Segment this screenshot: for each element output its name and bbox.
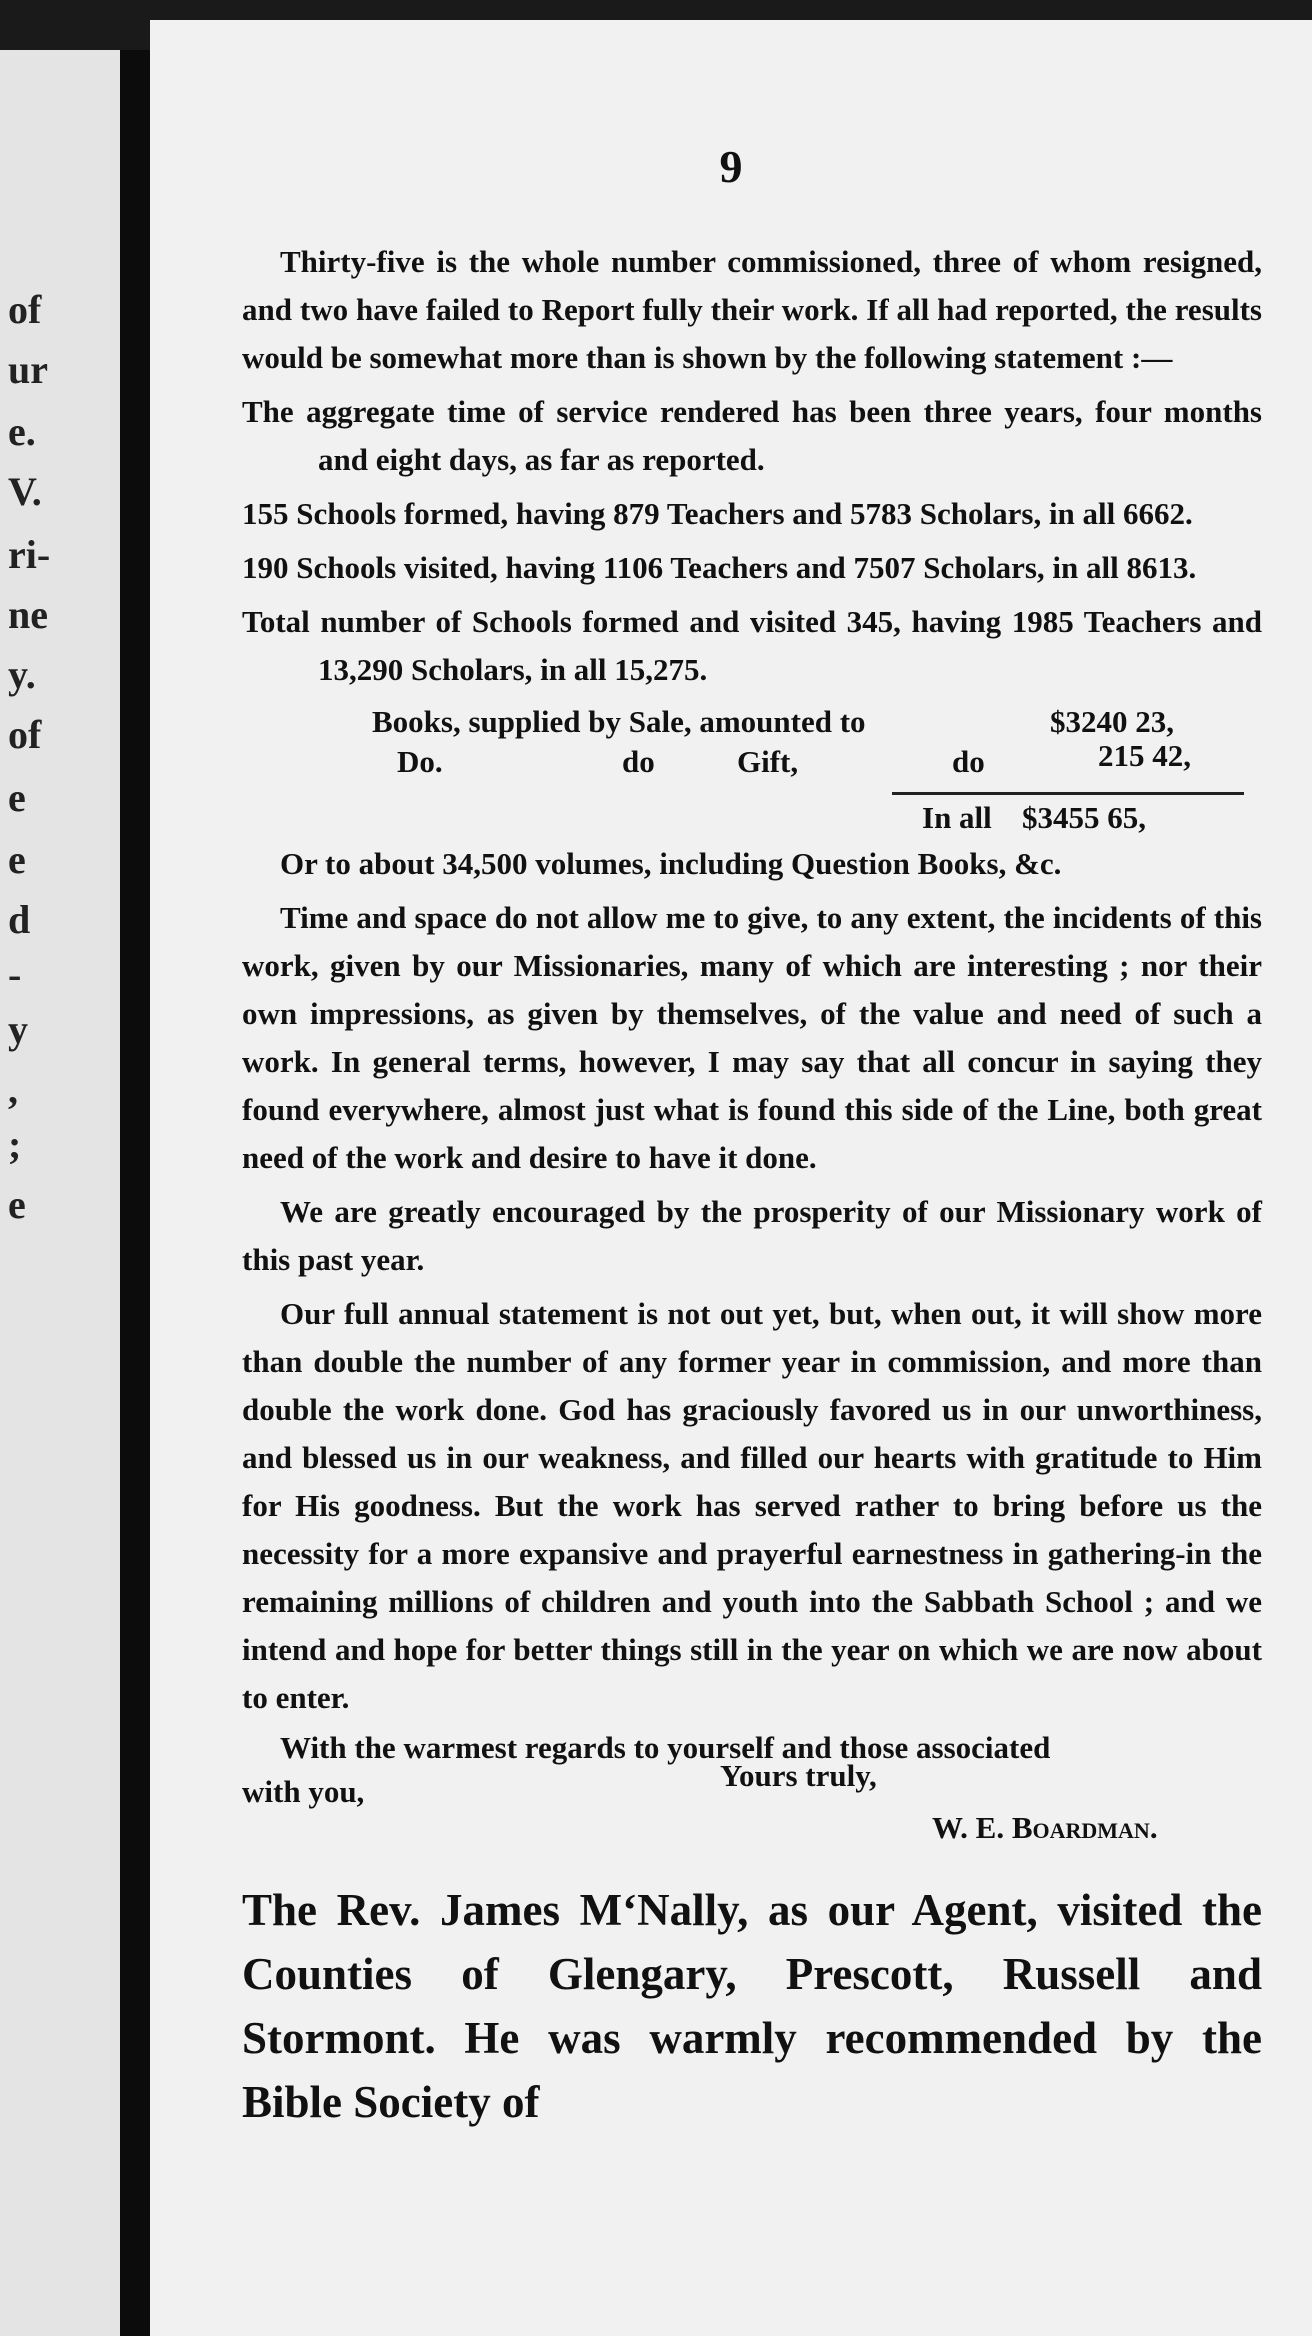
left-fragment: y bbox=[8, 1007, 28, 1052]
left-fragment: ne bbox=[8, 592, 48, 637]
book-gutter bbox=[120, 50, 150, 2336]
page-number: 9 bbox=[719, 141, 743, 192]
left-fragment: , bbox=[8, 1067, 18, 1112]
paragraph-mcnally-agent: The Rev. James M‘Nally, as our Agent, visited the Counties of Glengary, Prescott, Russell and Stormont. He was warmly recommended by the Bible Society of bbox=[242, 1885, 1262, 2127]
books-do-label: do bbox=[622, 744, 655, 779]
paragraph-incidents: Time and space do not allow me to give, to any extent, the incidents of this work, given by our Missionaries, many of which are interesting ; nor their own impressions, as given by themselves, of the value and need of such a work. In general terms, however, I may say that all concur in saying they found everywhere, almost just what is found this side of the Line, both great need of the work and desire to have it done. bbox=[242, 900, 1262, 1175]
page bbox=[150, 20, 1312, 2336]
books-sum-rule bbox=[892, 792, 1244, 795]
books-gift-amount: 215 42, bbox=[1098, 738, 1191, 773]
left-fragment: e bbox=[8, 1182, 26, 1227]
books-total-label: In all bbox=[922, 800, 992, 835]
books-gift-label: Gift, bbox=[737, 744, 799, 779]
books-account bbox=[242, 700, 1262, 840]
closing-with-you: with you, bbox=[242, 1774, 365, 1809]
signature: W. E. Boardman. bbox=[932, 1810, 1158, 1845]
paragraph-schools-formed: 155 Schools formed, having 879 Teachers and 5783 Scholars, in all 6662. bbox=[242, 496, 1193, 531]
closing-yours-truly: Yours truly, bbox=[720, 1758, 877, 1793]
books-total-amount: $3455 65, bbox=[1022, 800, 1146, 835]
left-facing-page bbox=[0, 50, 120, 2336]
letter-closing bbox=[242, 1728, 1262, 1858]
left-fragment: d bbox=[8, 897, 31, 942]
closing-regards: With the warmest regards to yourself and those associated bbox=[280, 1730, 1051, 1765]
left-fragment: V. bbox=[8, 469, 42, 514]
paragraph-time-of-service: The aggregate time of service rendered has been three years, four months and eight days, as far as reported. bbox=[242, 394, 1262, 477]
books-sale-amount: $3240 23, bbox=[1050, 704, 1174, 739]
left-fragment: of bbox=[8, 287, 42, 332]
left-fragment: e. bbox=[8, 409, 36, 454]
paragraph-volumes: Or to about 34,500 volumes, including Question Books, &c. bbox=[280, 846, 1062, 881]
paragraph-annual-statement: Our full annual statement is not out yet, but, when out, it will show more than double the number of any former year in commission, and more than double the work done. God has graciously favored us in our unworthiness, and blessed us in our weakness, and filled our hearts with gratitude to Him for His goodness. But the work has served rather to bring before us the necessity for a more expansive and prayerful earnestness in gathering-in the remaining millions of children and youth into the Sabbath School ; and we intend and hope for better things still in the year on which we are now about to enter. bbox=[242, 1296, 1262, 1715]
paragraph-total-schools: Total number of Schools formed and visited 345, having 1985 Teachers and 13,290 Scholars, in all 15,275. bbox=[242, 604, 1262, 687]
left-fragment: e bbox=[8, 775, 26, 820]
books-sale-label: Books, supplied by Sale, amounted to bbox=[372, 704, 866, 739]
paragraph-schools-visited: 190 Schools visited, having 1106 Teachers and 7507 Scholars, in all 8613. bbox=[242, 550, 1197, 585]
books-do-label: Do. bbox=[397, 744, 443, 779]
left-fragment: e bbox=[8, 837, 26, 882]
left-fragment: ri- bbox=[8, 532, 51, 577]
left-fragment: y. bbox=[8, 652, 36, 697]
paragraph-commissioned: Thirty-five is the whole number commissioned, three of whom resigned, and two have failed to Report fully their work. If all had reported, the results would be somewhat more than is shown by the following statement :— bbox=[242, 244, 1262, 375]
left-fragment: ; bbox=[8, 1122, 22, 1167]
page-body bbox=[242, 238, 1262, 2179]
left-fragment: - bbox=[8, 952, 22, 997]
left-fragment: ur bbox=[8, 347, 48, 392]
books-do-label: do bbox=[952, 744, 985, 779]
left-fragment: of bbox=[8, 712, 42, 757]
paragraph-encouraged: We are greatly encouraged by the prosperity of our Missionary work of this past year. bbox=[242, 1194, 1262, 1277]
